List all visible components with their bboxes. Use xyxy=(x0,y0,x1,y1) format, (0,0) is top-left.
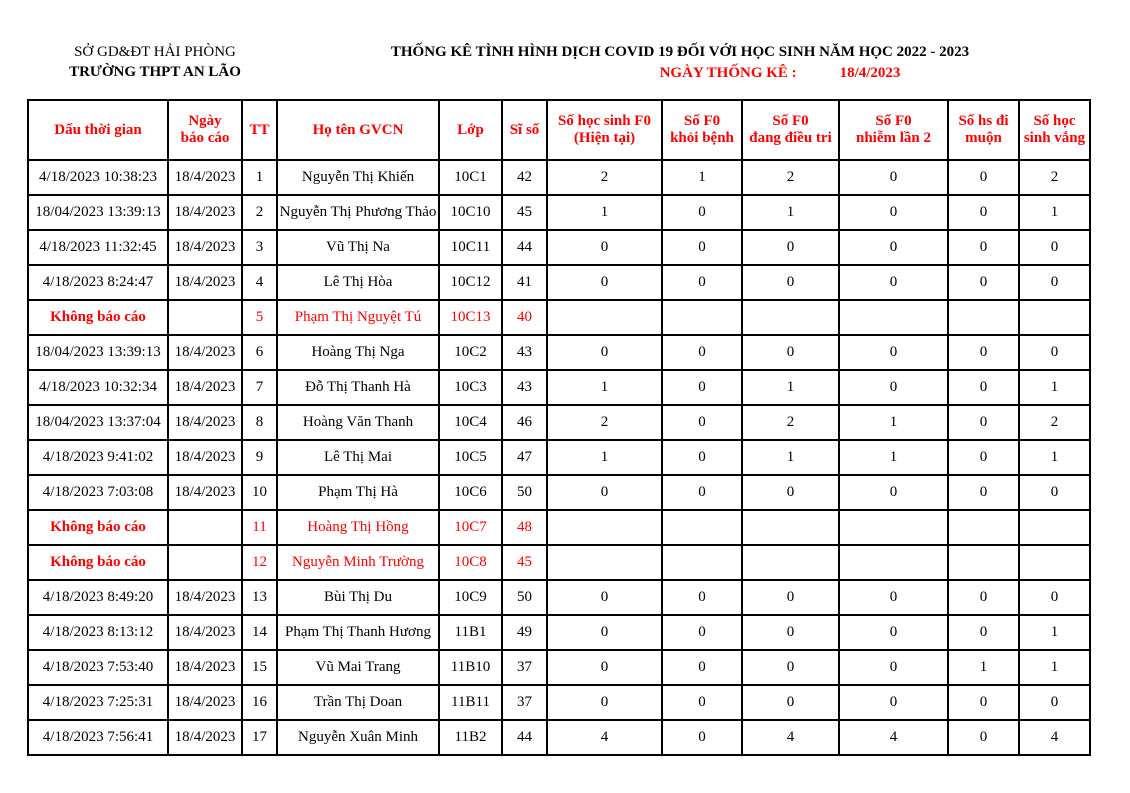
cell-class: 10C4 xyxy=(439,405,502,440)
cell-f0-second: 0 xyxy=(839,370,948,405)
cell-f0-treating xyxy=(742,510,839,545)
table-row xyxy=(28,370,1090,405)
header-right xyxy=(330,42,1030,84)
cell-absent: 1 xyxy=(1019,195,1090,230)
cell-time: Không báo cáo xyxy=(28,300,168,335)
cell-tt: 2 xyxy=(242,195,277,230)
cell-size: 37 xyxy=(502,685,547,720)
cell-absent: 0 xyxy=(1019,475,1090,510)
cell-f0-second xyxy=(839,300,948,335)
cell-f0-treating: 0 xyxy=(742,265,839,300)
cell-time: 4/18/2023 9:41:02 xyxy=(28,440,168,475)
cell-teacher: Phạm Thị Nguyệt Tú xyxy=(277,300,439,335)
cell-f0-recovered: 0 xyxy=(662,195,742,230)
cell-absent: 1 xyxy=(1019,650,1090,685)
cell-f0-recovered: 0 xyxy=(662,405,742,440)
cell-f0-recovered xyxy=(662,545,742,580)
cell-class: 10C10 xyxy=(439,195,502,230)
cell-f0-recovered: 0 xyxy=(662,440,742,475)
cell-late xyxy=(948,510,1019,545)
cell-teacher: Hoàng Văn Thanh xyxy=(277,405,439,440)
cell-late xyxy=(948,300,1019,335)
cell-size: 44 xyxy=(502,230,547,265)
cell-late: 0 xyxy=(948,475,1019,510)
cell-tt: 7 xyxy=(242,370,277,405)
cell-size: 50 xyxy=(502,580,547,615)
cell-f0-current: 4 xyxy=(547,720,662,755)
cell-teacher: Nguyễn Xuân Minh xyxy=(277,720,439,755)
cell-time: 4/18/2023 8:49:20 xyxy=(28,580,168,615)
cell-report-date: 18/4/2023 xyxy=(168,650,242,685)
col-header-absent: Số học sinh vắng xyxy=(1019,100,1090,160)
cell-f0-current: 0 xyxy=(547,335,662,370)
cell-absent: 2 xyxy=(1019,405,1090,440)
report-date-value: 18/4/2023 xyxy=(839,65,901,81)
cell-report-date: 18/4/2023 xyxy=(168,685,242,720)
table-row xyxy=(28,265,1090,300)
cell-f0-current: 0 xyxy=(547,265,662,300)
cell-f0-recovered: 0 xyxy=(662,230,742,265)
cell-tt: 13 xyxy=(242,580,277,615)
col-header-tt: TT xyxy=(242,100,277,160)
cell-late: 0 xyxy=(948,685,1019,720)
col-header-teacher: Họ tên GVCN xyxy=(277,100,439,160)
cell-report-date: 18/4/2023 xyxy=(168,335,242,370)
cell-f0-current: 0 xyxy=(547,685,662,720)
cell-f0-current: 1 xyxy=(547,195,662,230)
cell-f0-treating: 1 xyxy=(742,195,839,230)
table-row-not-reported xyxy=(28,510,1090,545)
cell-f0-current xyxy=(547,545,662,580)
cell-class: 10C9 xyxy=(439,580,502,615)
cell-f0-recovered: 0 xyxy=(662,265,742,300)
cell-report-date: 18/4/2023 xyxy=(168,405,242,440)
cell-f0-treating: 1 xyxy=(742,370,839,405)
cell-size: 43 xyxy=(502,335,547,370)
cell-size: 47 xyxy=(502,440,547,475)
cell-late: 0 xyxy=(948,265,1019,300)
cell-f0-treating: 2 xyxy=(742,160,839,195)
cell-f0-second: 0 xyxy=(839,685,948,720)
col-header-class: Lớp xyxy=(439,100,502,160)
cell-time: 4/18/2023 7:56:41 xyxy=(28,720,168,755)
cell-f0-treating: 4 xyxy=(742,720,839,755)
report-date-line xyxy=(330,63,1030,84)
cell-time: 4/18/2023 7:53:40 xyxy=(28,650,168,685)
table-row xyxy=(28,650,1090,685)
cell-class: 11B10 xyxy=(439,650,502,685)
cell-f0-current: 0 xyxy=(547,230,662,265)
cell-f0-second: 0 xyxy=(839,335,948,370)
cell-tt: 8 xyxy=(242,405,277,440)
cell-absent xyxy=(1019,545,1090,580)
cell-f0-second: 0 xyxy=(839,615,948,650)
cell-teacher: Nguyễn Thị Khiến xyxy=(277,160,439,195)
cell-time: 18/04/2023 13:37:04 xyxy=(28,405,168,440)
cell-absent: 0 xyxy=(1019,230,1090,265)
col-header-f0-current: Số học sinh F0 (Hiện tại) xyxy=(547,100,662,160)
cell-size: 43 xyxy=(502,370,547,405)
cell-f0-treating: 0 xyxy=(742,615,839,650)
cell-tt: 4 xyxy=(242,265,277,300)
cell-f0-treating xyxy=(742,300,839,335)
cell-class: 10C13 xyxy=(439,300,502,335)
cell-tt: 10 xyxy=(242,475,277,510)
cell-f0-current: 0 xyxy=(547,475,662,510)
cell-f0-second xyxy=(839,510,948,545)
cell-class: 10C2 xyxy=(439,335,502,370)
col-header-size: Sĩ số xyxy=(502,100,547,160)
cell-f0-second: 0 xyxy=(839,195,948,230)
cell-class: 10C1 xyxy=(439,160,502,195)
cell-report-date: 18/4/2023 xyxy=(168,615,242,650)
covid-stats-table xyxy=(27,99,1091,756)
cell-f0-current: 2 xyxy=(547,405,662,440)
cell-absent: 2 xyxy=(1019,160,1090,195)
cell-size: 40 xyxy=(502,300,547,335)
cell-late: 0 xyxy=(948,160,1019,195)
cell-tt: 16 xyxy=(242,685,277,720)
col-header-f0-treating: Số F0 đang điều tri xyxy=(742,100,839,160)
cell-teacher: Bùi Thị Du xyxy=(277,580,439,615)
cell-class: 10C7 xyxy=(439,510,502,545)
cell-class: 10C3 xyxy=(439,370,502,405)
department-name: SỞ GD&ĐT HẢI PHÒNG xyxy=(74,44,236,60)
col-header-late: Số hs đi muộn xyxy=(948,100,1019,160)
cell-size: 41 xyxy=(502,265,547,300)
cell-teacher: Vũ Mai Trang xyxy=(277,650,439,685)
cell-tt: 17 xyxy=(242,720,277,755)
cell-report-date: 18/4/2023 xyxy=(168,370,242,405)
cell-f0-treating: 0 xyxy=(742,685,839,720)
cell-class: 10C8 xyxy=(439,545,502,580)
cell-time: 4/18/2023 10:32:34 xyxy=(28,370,168,405)
cell-absent: 0 xyxy=(1019,265,1090,300)
cell-size: 42 xyxy=(502,160,547,195)
cell-absent xyxy=(1019,510,1090,545)
table-row xyxy=(28,230,1090,265)
cell-time: 4/18/2023 11:32:45 xyxy=(28,230,168,265)
cell-f0-treating xyxy=(742,545,839,580)
table-header-row xyxy=(28,100,1090,160)
cell-time: 4/18/2023 8:13:12 xyxy=(28,615,168,650)
cell-report-date: 18/4/2023 xyxy=(168,195,242,230)
cell-f0-recovered: 0 xyxy=(662,685,742,720)
cell-late: 0 xyxy=(948,405,1019,440)
cell-late: 0 xyxy=(948,580,1019,615)
cell-f0-recovered: 0 xyxy=(662,335,742,370)
col-header-f0-recovered: Số F0 khỏi bệnh xyxy=(662,100,742,160)
cell-size: 46 xyxy=(502,405,547,440)
cell-late: 1 xyxy=(948,650,1019,685)
cell-f0-second: 1 xyxy=(839,405,948,440)
col-header-report-date: Ngày báo cáo xyxy=(168,100,242,160)
table-row xyxy=(28,440,1090,475)
cell-tt: 14 xyxy=(242,615,277,650)
cell-absent: 1 xyxy=(1019,615,1090,650)
cell-f0-treating: 0 xyxy=(742,335,839,370)
report-date-label: NGÀY THỐNG KÊ : xyxy=(659,65,797,81)
cell-time: Không báo cáo xyxy=(28,510,168,545)
table-row xyxy=(28,475,1090,510)
cell-f0-treating: 0 xyxy=(742,650,839,685)
cell-f0-second: 1 xyxy=(839,440,948,475)
cell-f0-second: 0 xyxy=(839,580,948,615)
cell-size: 45 xyxy=(502,545,547,580)
cell-time: 4/18/2023 7:25:31 xyxy=(28,685,168,720)
cell-size: 49 xyxy=(502,615,547,650)
cell-absent xyxy=(1019,300,1090,335)
cell-size: 48 xyxy=(502,510,547,545)
cell-f0-treating: 2 xyxy=(742,405,839,440)
cell-f0-second: 0 xyxy=(839,650,948,685)
cell-teacher: Đỗ Thị Thanh Hà xyxy=(277,370,439,405)
cell-f0-second: 0 xyxy=(839,160,948,195)
cell-f0-recovered: 0 xyxy=(662,580,742,615)
cell-tt: 1 xyxy=(242,160,277,195)
cell-f0-second: 0 xyxy=(839,230,948,265)
cell-absent: 1 xyxy=(1019,370,1090,405)
col-header-time: Dấu thời gian xyxy=(28,100,168,160)
cell-f0-recovered xyxy=(662,300,742,335)
cell-tt: 3 xyxy=(242,230,277,265)
cell-f0-recovered: 0 xyxy=(662,475,742,510)
cell-teacher: Hoàng Thị Hồng xyxy=(277,510,439,545)
cell-f0-current: 1 xyxy=(547,370,662,405)
cell-late: 0 xyxy=(948,720,1019,755)
cell-f0-current: 0 xyxy=(547,580,662,615)
cell-class: 10C5 xyxy=(439,440,502,475)
cell-teacher: Phạm Thị Thanh Hương xyxy=(277,615,439,650)
cell-tt: 15 xyxy=(242,650,277,685)
cell-size: 45 xyxy=(502,195,547,230)
cell-absent: 0 xyxy=(1019,335,1090,370)
cell-teacher: Trần Thị Doan xyxy=(277,685,439,720)
cell-class: 10C12 xyxy=(439,265,502,300)
cell-f0-current: 1 xyxy=(547,440,662,475)
cell-f0-current xyxy=(547,510,662,545)
cell-f0-second: 0 xyxy=(839,265,948,300)
cell-report-date: 18/4/2023 xyxy=(168,230,242,265)
cell-tt: 12 xyxy=(242,545,277,580)
cell-time: 4/18/2023 10:38:23 xyxy=(28,160,168,195)
cell-late: 0 xyxy=(948,335,1019,370)
cell-teacher: Vũ Thị Na xyxy=(277,230,439,265)
cell-f0-recovered: 0 xyxy=(662,370,742,405)
table-row-not-reported xyxy=(28,300,1090,335)
cell-report-date xyxy=(168,545,242,580)
cell-tt: 6 xyxy=(242,335,277,370)
table-row xyxy=(28,685,1090,720)
cell-f0-recovered: 0 xyxy=(662,615,742,650)
cell-teacher: Lê Thị Hòa xyxy=(277,265,439,300)
cell-report-date xyxy=(168,300,242,335)
cell-tt: 5 xyxy=(242,300,277,335)
cell-class: 11B1 xyxy=(439,615,502,650)
cell-report-date: 18/4/2023 xyxy=(168,475,242,510)
cell-f0-current xyxy=(547,300,662,335)
cell-size: 50 xyxy=(502,475,547,510)
cell-f0-second: 0 xyxy=(839,475,948,510)
cell-f0-recovered: 1 xyxy=(662,160,742,195)
cell-f0-treating: 0 xyxy=(742,580,839,615)
table-row xyxy=(28,335,1090,370)
cell-time: Không báo cáo xyxy=(28,545,168,580)
cell-time: 18/04/2023 13:39:13 xyxy=(28,195,168,230)
header-left xyxy=(50,42,260,82)
cell-absent: 4 xyxy=(1019,720,1090,755)
cell-time: 4/18/2023 8:24:47 xyxy=(28,265,168,300)
school-name: TRƯỜNG THPT AN LÃO xyxy=(69,64,241,80)
table-row xyxy=(28,160,1090,195)
cell-report-date: 18/4/2023 xyxy=(168,160,242,195)
cell-report-date: 18/4/2023 xyxy=(168,580,242,615)
cell-f0-second: 4 xyxy=(839,720,948,755)
cell-teacher: Nguyễn Minh Trường xyxy=(277,545,439,580)
table-row-not-reported xyxy=(28,545,1090,580)
cell-class: 11B11 xyxy=(439,685,502,720)
cell-late xyxy=(948,545,1019,580)
table-row xyxy=(28,720,1090,755)
cell-teacher: Nguyễn Thị Phương Thảo xyxy=(277,195,439,230)
cell-absent: 0 xyxy=(1019,580,1090,615)
cell-late: 0 xyxy=(948,230,1019,265)
cell-tt: 11 xyxy=(242,510,277,545)
cell-late: 0 xyxy=(948,440,1019,475)
cell-f0-current: 0 xyxy=(547,615,662,650)
table-row xyxy=(28,405,1090,440)
cell-f0-current: 2 xyxy=(547,160,662,195)
cell-class: 11B2 xyxy=(439,720,502,755)
cell-report-date: 18/4/2023 xyxy=(168,265,242,300)
cell-time: 4/18/2023 7:03:08 xyxy=(28,475,168,510)
table-row xyxy=(28,580,1090,615)
cell-report-date: 18/4/2023 xyxy=(168,720,242,755)
cell-late: 0 xyxy=(948,615,1019,650)
cell-f0-recovered xyxy=(662,510,742,545)
cell-teacher: Phạm Thị Hà xyxy=(277,475,439,510)
cell-size: 37 xyxy=(502,650,547,685)
cell-f0-second xyxy=(839,545,948,580)
report-title: THỐNG KÊ TÌNH HÌNH DỊCH COVID 19 ĐỐI VỚI HỌC SINH NĂM HỌC 2022 - 2023 xyxy=(390,44,970,60)
cell-absent: 0 xyxy=(1019,685,1090,720)
cell-class: 10C6 xyxy=(439,475,502,510)
cell-f0-recovered: 0 xyxy=(662,720,742,755)
cell-teacher: Hoàng Thị Nga xyxy=(277,335,439,370)
cell-tt: 9 xyxy=(242,440,277,475)
cell-report-date xyxy=(168,510,242,545)
table-row xyxy=(28,195,1090,230)
cell-f0-recovered: 0 xyxy=(662,650,742,685)
cell-absent: 1 xyxy=(1019,440,1090,475)
cell-late: 0 xyxy=(948,195,1019,230)
cell-report-date: 18/4/2023 xyxy=(168,440,242,475)
cell-teacher: Lê Thị Mai xyxy=(277,440,439,475)
col-header-f0-second: Số F0 nhiễm lần 2 xyxy=(839,100,948,160)
cell-size: 44 xyxy=(502,720,547,755)
cell-class: 10C11 xyxy=(439,230,502,265)
cell-late: 0 xyxy=(948,370,1019,405)
cell-f0-treating: 0 xyxy=(742,475,839,510)
cell-f0-treating: 0 xyxy=(742,230,839,265)
cell-f0-current: 0 xyxy=(547,650,662,685)
cell-time: 18/04/2023 13:39:13 xyxy=(28,335,168,370)
table-row xyxy=(28,615,1090,650)
cell-f0-treating: 1 xyxy=(742,440,839,475)
